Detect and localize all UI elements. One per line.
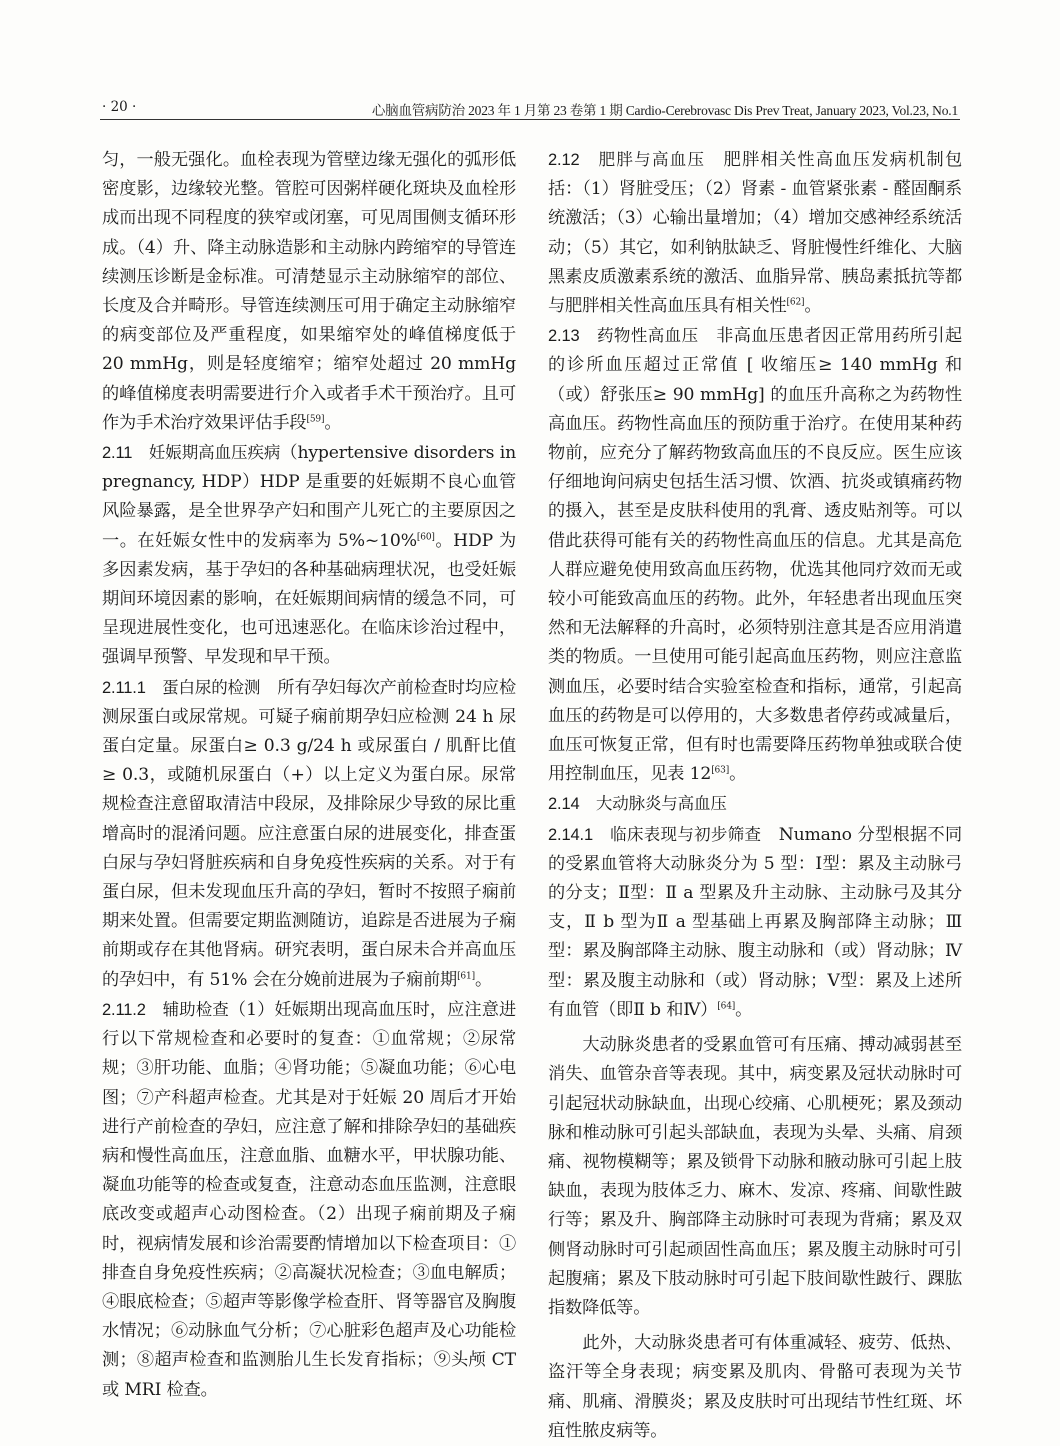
section-2-11: 2.11 妊娠期高血压疾病（hypertensive disorders in pregnancy, HDP）HDP 是重要的妊娠期不良心血管风险暴露，是全世界孕产妇和围产儿死亡的主要原因之一。在妊娠女性中的发病率为 5%~10%[60]。HDP 为多因素发病，基于孕妇的各种基础病理状况，也受妊娠期间环境因素的影响，在妊娠期间病情的缓急不同，可呈现进展性变化，也可迅速恶化。在临床诊治过程中，强调早预警、早发现和早干预。 bbox=[102, 443, 516, 668]
section-heading: 2.12 肥胖与高血压 bbox=[548, 151, 706, 169]
section-2-14 bbox=[548, 790, 962, 819]
page-number: · 20 · bbox=[102, 99, 137, 115]
section-heading: 2.14.1 临床表现与初步筛查 bbox=[548, 825, 762, 844]
section-heading: 2.11 妊娠期高血压疾病 bbox=[102, 444, 281, 463]
running-header bbox=[100, 97, 960, 120]
section-heading: 2.11.1 蛋白尿的检测 bbox=[102, 678, 261, 697]
paragraph-symptoms: 大动脉炎患者的受累血管可有压痛、搏动减弱甚至消失、血管杂音等表现。其中，病变累及冠状动脉时可引起冠状动脉缺血，出现心绞痛、心肌梗死；累及颈动脉和椎动脉可引起头部缺血，表现为头晕、头痛、肩颈痛、视物模糊等；累及锁骨下动脉和腋动脉可引起上肢缺血，表现为肢体乏力、麻木、发凉、疼痛、间歇性跛行等；累及升、胸部降主动脉时可表现为背痛；累及双侧肾动脉时可引起顽固性高血压；累及腹主动脉时可引起腹痛；累及下肢动脉时可引起下肢间歇性跛行、踝肱指数降低等。 bbox=[548, 1035, 962, 1318]
citation: [64] bbox=[717, 1001, 736, 1012]
section-2-11-1: 2.11.1 蛋白尿的检测 所有孕妇每次产前检查时均应检测尿蛋白或尿常规。可疑子痫前期孕妇应检测 24 h 尿蛋白定量。尿蛋白≥ 0.3 g/24 h 或尿蛋白 / 肌酐比值≥ 0.3，或随机尿蛋白（+）以上定义为蛋白尿。尿常规检查注意留取清洁中段尿，及排除尿少导致的尿比重增高时的混淆问题。应注意蛋白尿的进展变化，排查蛋白尿与孕妇肾脏疾病和自身免疫性疾病的关系。对于有蛋白尿，但未发现血压升高的孕妇，暂时不按照子痫前期来处置。但需要定期监测随访，追踪是否进展为子痫前期或存在其他肾病。研究表明，蛋白尿未合并高血压的孕妇中，有 51% 会在分娩前进展为子痫前期[61]。 bbox=[102, 677, 516, 990]
citation: [59] bbox=[306, 414, 325, 425]
citation: [62] bbox=[786, 297, 805, 308]
right-column bbox=[548, 146, 962, 1446]
citation: [60] bbox=[416, 531, 435, 542]
journal-citation: 心脑血管病防治 2023 年 1 月第 23 卷第 1 期 Cardio-Cerebrovasc Dis Prev Treat, January 2023, Vol.23, No.1 bbox=[371, 103, 958, 118]
section-2-13: 2.13 药物性高血压 非高血压患者因正常用药所引起的诊所血压超过正常值 [ 收缩压≥ 140 mmHg 和（或）舒张压≥ 90 mmHg] 的血压升高称之为药物性高血压。药物性高血压的预防重于治疗。在使用某种药物前，应充分了解药物致高血压的不良反应。医生应该仔细地询问病史包括生活习惯、饮酒、抗炎或镇痛药物的摄入，甚至是皮肤科使用的乳膏、透皮贴剂等。可以借此获得可能有关的药物性高血压的信息。尤其是高危人群应避免使用致高血压药物，优选其他同疗效而无或较小可能致高血压的药物。此外，年轻患者出现血压突然和无法解释的升高时，必须特别注意其是否应用消遣类的物质。一旦使用可能引起高血压药物，则应注意监测血压，必要时结合实验室检查和指标，通常，引起高血压的药物是可以停用的，大多数患者停药或减量后，血压可恢复正常，但有时也需要降压药物单独或联合使用控制血压，见表 12[63]。 bbox=[548, 326, 962, 785]
section-heading: 2.13 药物性高血压 bbox=[548, 327, 699, 346]
left-column bbox=[102, 146, 516, 1405]
section-2-14-1: 2.14.1 临床表现与初步筛查 Numano 分型根据不同的受累血管将大动脉炎分为 5 型：Ⅰ型：累及主动脉弓的分支；Ⅱ型：Ⅱ a 型累及升主动脉、主动脉弓及其分支，Ⅱ b 型为Ⅱ a 型基础上再累及胸部降主动脉；Ⅲ型：累及胸部降主动脉、腹主动脉和（或）肾动脉；Ⅳ型：累及腹主动脉和（或）肾动脉；Ⅴ型：累及上述所有血管（即Ⅱ b 和Ⅳ）[64]。 bbox=[548, 824, 963, 1020]
section-2-12: 2.12 肥胖与高血压 肥胖相关性高血压发病机制包括：（1）肾脏受压；（2）肾素 - 血管紧张素 - 醛固酮系统激活；（3）心输出量增加；（4）增加交感神经系统活动；（5）其它，如利钠肽缺乏、肾脏慢性纤维化、大脑黑素皮质激素系统的激活、血脂异常、胰岛素抵抗等都与肥胖相关性高血压具有相关性[62]。 bbox=[548, 150, 962, 317]
citation: [61] bbox=[457, 970, 475, 981]
paragraph-general-symptoms: 此外，大动脉炎患者可有体重减轻、疲劳、低热、盗汗等全身表现；病变累及肌肉、骨骼可表现为关节痛、肌痛、滑膜炎；累及皮肤时可出现结节性红斑、坏疽性脓皮病等。 bbox=[548, 1333, 962, 1441]
section-heading: 2.14 大动脉炎与高血压 bbox=[548, 795, 727, 814]
paragraph-aorta-imaging: 匀，一般无强化。血栓表现为管壁边缘无强化的弧形低密度影，边缘较光整。管腔可因粥样硬化斑块及血栓形成而出现不同程度的狭窄或闭塞，可见周围侧支循环形成。（4）升、降主动脉造影和主动脉内跨缩窄的导管连续测压诊断是金标准。可清楚显示主动脉缩窄的部位、长度及合并畸形。导管连续测压可用于确定主动脉缩窄的病变部位及严重程度，如果缩窄处的峰值梯度低于 20 mmHg，则是轻度缩窄；缩窄处超过 20 mmHg 的峰值梯度表明需要进行介入或者手术干预治疗。且可作为手术治疗效果评估手段[59]。 bbox=[102, 150, 516, 433]
section-2-11-2: 2.11.2 辅助检查（1）妊娠期出现高血压时，应注意进行以下常规检查和必要时的复查：①血常规；②尿常规；③肝功能、血脂；④肾功能；⑤凝血功能；⑥心电图；⑦产科超声检查。尤其是对于妊娠 20 周后才开始进行产前检查的孕妇，应注意了解和排除孕妇的基础疾病和慢性高血压，注意血脂、血糖水平，甲状腺功能、凝血功能等的检查或复查，注意动态血压监测，注意眼底改变或超声心动图检查。（2）出现子痫前期及子痫时，视病情发展和诊治需要酌情增加以下检查项目：①排查自身免疫性疾病；②高凝状况检查；③血电解质；④眼底检查；⑤超声等影像学检查肝、肾等器官及胸腹水情况；⑥动脉血气分析；⑦心脏彩色超声及心功能检测；⑧超声检查和监测胎儿生长发育指标；⑨头颅 CT 或 MRI 检查。 bbox=[102, 999, 517, 1400]
citation: [63] bbox=[711, 765, 730, 776]
section-heading: 2.11.2 辅助检查 bbox=[102, 1000, 229, 1019]
